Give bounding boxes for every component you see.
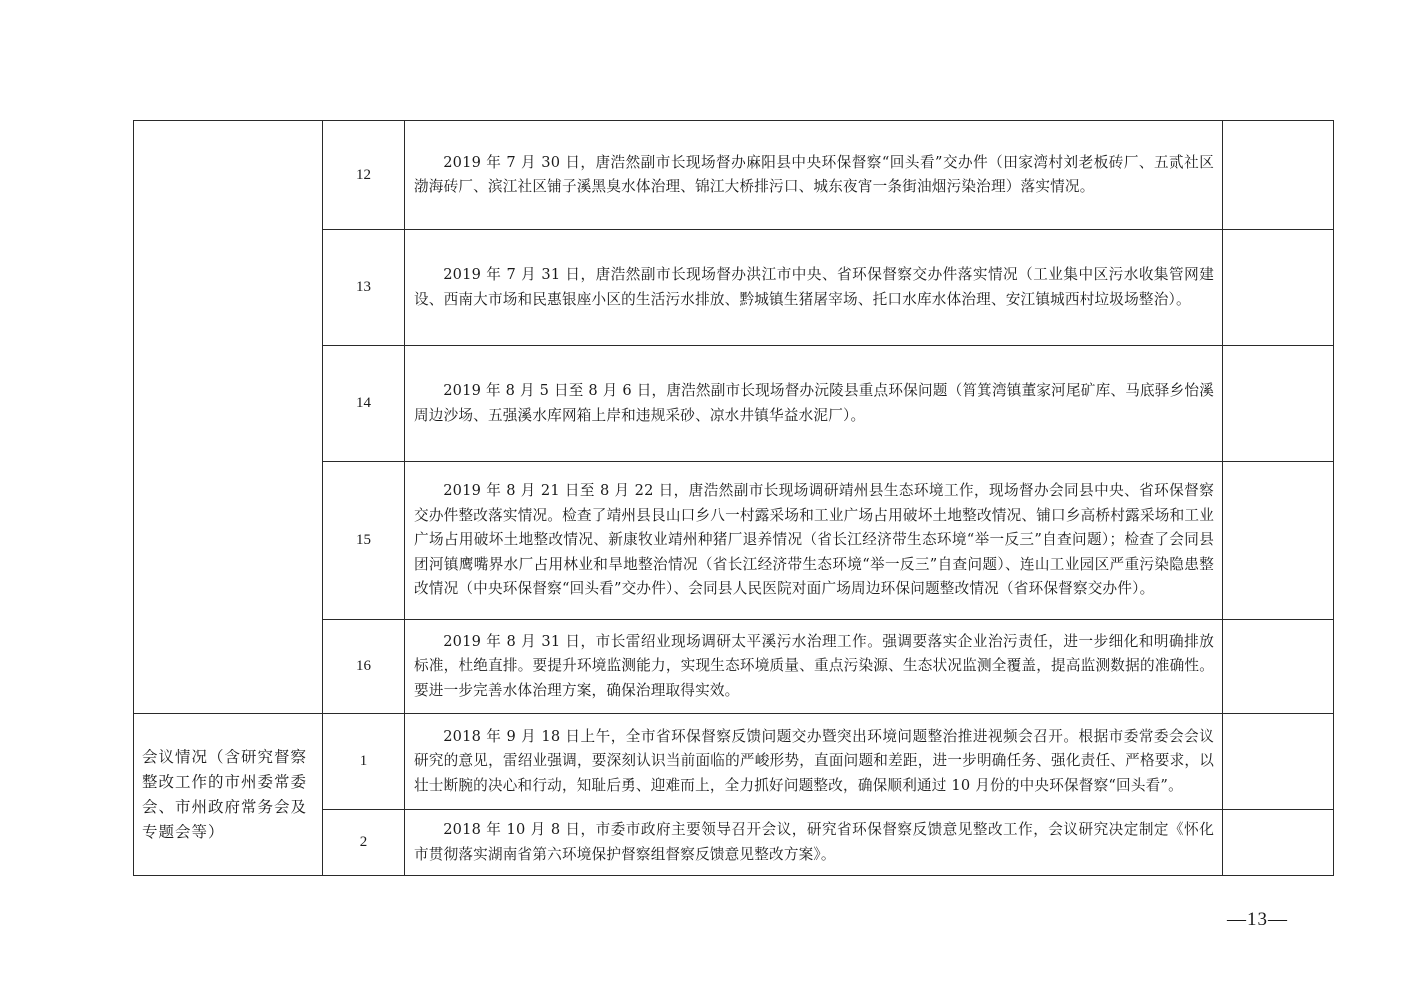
row-content: 2019 年 7 月 30 日，唐浩然副市长现场督办麻阳县中央环保督察“回头看”交办件（田家湾村刘老板砖厂、五贰社区渤海砖厂、滨江社区铺子溪黑臭水体治理、锦江大桥排污口、城东夜宵一条街油烟污染治理）落实情况。: [405, 121, 1223, 230]
table-row: [134, 121, 1334, 230]
row-content: 2019 年 8 月 31 日，市长雷绍业现场调研太平溪污水治理工作。强调要落实企业治污责任，进一步细化和明确排放标准，杜绝直排。要提升环境监测能力，实现生态环境质量、重点污染源、生态状况监测全覆盖，提高监测数据的准确性。要进一步完善水体治理方案，确保治理取得实效。: [405, 620, 1223, 714]
row-number: 1: [323, 714, 405, 810]
remarks-cell: [1223, 346, 1334, 462]
row-content: 2018 年 9 月 18 日上午，全市省环保督察反馈问题交办暨突出环境问题整治推进视频会召开。根据市委常委会会议研究的意见，雷绍业强调，要深刻认识当前面临的严峻形势，直面问题和差距，进一步明确任务、强化责任、严格要求，以壮士断腕的决心和行动，知耻后勇、迎难而上，全力抓好问题整改，确保顺利通过 10 月份的中央环保督察“回头看”。: [405, 714, 1223, 810]
row-number: 13: [323, 230, 405, 346]
page-number: —13—: [1227, 909, 1288, 930]
row-number: 16: [323, 620, 405, 714]
meeting-category-label: 会议情况（含研究督察整改工作的市州委常委会、市州政府常务会及专题会等）: [134, 714, 323, 876]
inspection-table: [133, 120, 1334, 876]
row-number: 14: [323, 346, 405, 462]
row-content: 2019 年 8 月 5 日至 8 月 6 日，唐浩然副市长现场督办沅陵县重点环保问题（筲箕湾镇董家河尾矿库、马底驿乡怡溪周边沙场、五强溪水库网箱上岸和违规采砂、凉水井镇华益水泥厂）。: [405, 346, 1223, 462]
row-number: 12: [323, 121, 405, 230]
category-cell-blank: [134, 121, 323, 714]
remarks-cell: [1223, 121, 1334, 230]
remarks-cell: [1223, 810, 1334, 876]
remarks-cell: [1223, 230, 1334, 346]
row-number: 15: [323, 462, 405, 620]
row-number: 2: [323, 810, 405, 876]
row-content: 2018 年 10 月 8 日，市委市政府主要领导召开会议，研究省环保督察反馈意见整改工作，会议研究决定制定《怀化市贯彻落实湖南省第六环境保护督察组督察反馈意见整改方案》。: [405, 810, 1223, 876]
remarks-cell: [1223, 620, 1334, 714]
row-content: 2019 年 8 月 21 日至 8 月 22 日，唐浩然副市长现场调研靖州县生态环境工作，现场督办会同县中央、省环保督察交办件整改落实情况。检查了靖州县艮山口乡八一村露采场和工业广场占用破坏土地整改情况、铺口乡高桥村露采场和工业广场占用破坏土地整改情况、新康牧业靖州种猪厂退养情况（省长江经济带生态环境“举一反三”自查问题）；检查了会同县团河镇鹰嘴界水厂占用林业和旱地整治情况（省长江经济带生态环境“举一反三”自查问题）、连山工业园区严重污染隐患整改情况（中央环保督察“回头看”交办件）、会同县人民医院对面广场周边环保问题整改情况（省环保督察交办件）。: [405, 462, 1223, 620]
row-content: 2019 年 7 月 31 日，唐浩然副市长现场督办洪江市中央、省环保督察交办件落实情况（工业集中区污水收集管网建设、西南大市场和民惠银座小区的生活污水排放、黔城镇生猪屠宰场、托口水库水体治理、安江镇城西村垃圾场整治）。: [405, 230, 1223, 346]
table-row: [134, 714, 1334, 810]
remarks-cell: [1223, 714, 1334, 810]
remarks-cell: [1223, 462, 1334, 620]
